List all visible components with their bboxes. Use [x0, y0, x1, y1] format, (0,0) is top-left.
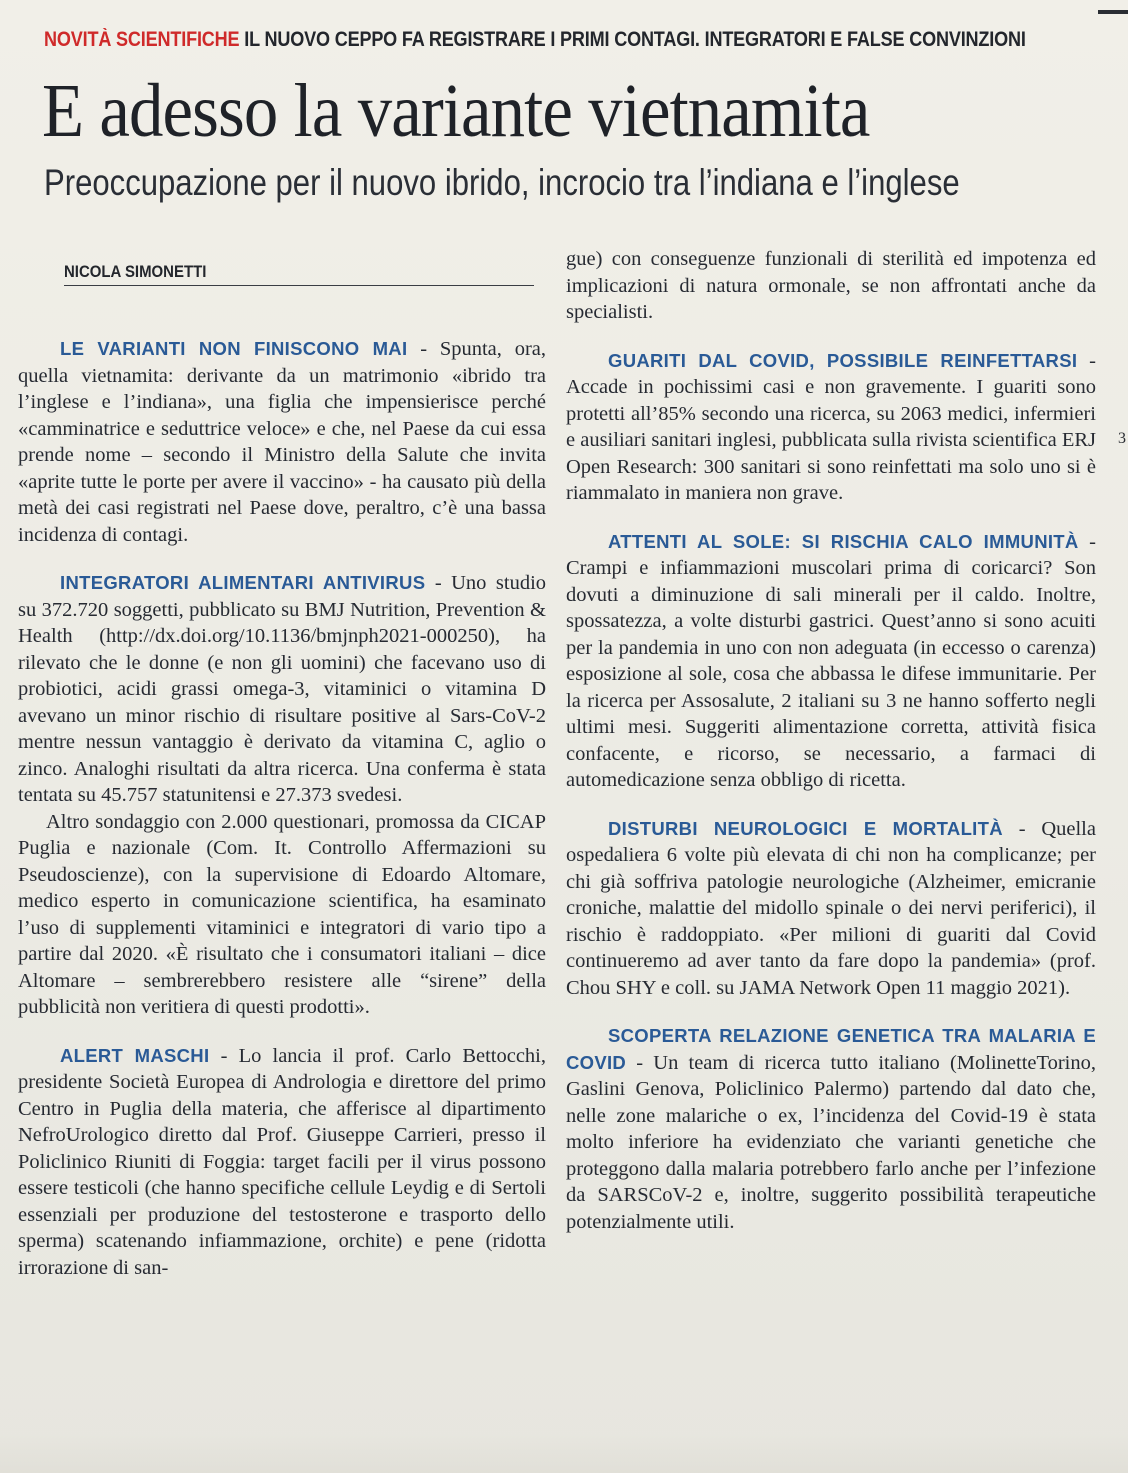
left-column [18, 336, 546, 1303]
section-title: LE VARIANTI NON FINISCONO MAI [60, 338, 408, 359]
kicker-line [44, 28, 1026, 52]
page-edge-mark [1098, 10, 1128, 14]
section-text: - Lo lancia il prof. Carlo Bettocchi, presidente Società Europea di Andrologia e direttore del primo Centro in Puglia della materia, che afferisce al dipartimento NefroUrologico diretto dal Prof. Giuseppe Carrieri, presso il Policlinico Riuniti di Foggia: target facili per il virus possono essere testicoli (che hanno specifiche cellule Leydig e di Sertoli essenziali per produzione del testosterone e trasporto dello sperma) scatenando infiammazione, orchite) e pene (ridotta irrorazione di san- [18, 1044, 547, 1279]
article-paragraph [18, 1043, 546, 1282]
section-text: - Spunta, ora, quella vietnamita: derivante da un matrimonio «ibrido tra l’inglese e l’indiana», una figlia che impensierisce perché «camminatrice e seduttrice veloce» e che, nel Paese da cui essa prende nome – secondo il Ministro della Salute che invita «aprite tutte le porte per avere il vaccino» - ha causato più della metà dei casi registrati nel Paese dove, peraltro, c’è una bassa incidenza di contagi. [18, 338, 547, 546]
kicker-section: NOVITÀ SCIENTIFICHE [44, 28, 240, 51]
article-paragraph [566, 246, 1096, 326]
article-paragraph [566, 1023, 1096, 1235]
section-title: DISTURBI NEUROLOGICI E MORTALITÀ [608, 817, 1003, 839]
section-text: Altro sondaggio con 2.000 questionari, promossa da CICAP Puglia e nazionale (Com. It. Controllo Affermazioni su Pseudoscienze), con la supervisione di Edoardo Altomare, medico esperto in comunicazione scientifica, ha esaminato l’uso di supplementi vitaminici e integratori di vario tipo a partire dal 2020. «È risultato che i consumatori italiani – dice Altomare – sembrerebbero resistere alle “sirene” della pubblicità non veritiera di questi prodotti». [18, 810, 546, 1018]
article-paragraph [18, 809, 546, 1021]
article-paragraph [566, 529, 1096, 794]
section-text: - Crampi e infiammazioni muscolari prima di coricarci? Son dovuti a diminuzione di sali minerali per il caldo. Inoltre, spossatezza, a volte disturbi gastrici. Quest’anno si sono acuiti per la pandemia in uno con non adeguata (in eccesso o carenza) esposizione al sole, cosa che abbassa le difese immunitarie. Per la ricerca per Assosalute, 2 italiani su 3 ne hanno sofferto negli ultimi mesi. Suggeriti alimentazione corretta, attività fisica confacente, e ricorso, se necessario, a farmaci di automedicazione senza obbligo di ricetta. [566, 530, 1096, 791]
kicker-topic: IL NUOVO CEPPO FA REGISTRARE I PRIMI CONTAGI. INTEGRATORI E FALSE CONVINZIONI [244, 28, 1026, 51]
section-title: ALERT MASCHI [60, 1044, 210, 1066]
section-text: - Uno studio su 372.720 soggetti, pubblicato su BMJ Nutrition, Prevention & Health (http://dx.doi.org/10.1136/bmjnph2021-000250), ha rilevato che le donne (e non gli uomini) che facevano uso di probiotici, acidi grassi omega-3, vitaminici o vitamina D avevano un minor rischio di risultare positive al Sars-CoV-2 mentre nessun vantaggio è derivato da vitamina C, aglio o zinco. Analoghi risultati da altra ricerca. Una conferma è stata tentata su 45.757 statunitensi e 27.373 svedesi. [18, 572, 547, 806]
section-title: SCOPERTA RELAZIONE GENETICA TRA MALARIA E COVID [566, 1025, 1096, 1073]
bottom-shadow [0, 1433, 1128, 1473]
article-paragraph [18, 570, 546, 809]
right-column [566, 246, 1096, 1257]
section-title: ATTENTI AL SOLE: SI RISCHIA CALO IMMUNITÀ [608, 530, 1079, 552]
section-title: INTEGRATORI ALIMENTARI ANTIVIRUS [60, 572, 426, 593]
author-name: NICOLA SIMONETTI [64, 262, 207, 281]
article-paragraph [18, 336, 546, 548]
section-title: GUARITI DAL COVID, POSSIBILE REINFETTARSI [608, 349, 1078, 371]
section-text: gue) con conseguenze funzionali di sterilità ed impotenza ed implicazioni di natura ormonale, se non affrontati anche da specialisti. [566, 248, 1096, 323]
section-text: - Un team di ricerca tutto italiano (MolinetteTorino, Gaslini Genova, Policlinico Palermo) partendo dal dato che, nelle zone malariche o ex, l’incidenza del Covid-19 è stata molto inferiore ha evidenziato che varianti genetiche che proteggono dalla malaria potrebbero farlo anche per l’infezione da SARSCoV-2 e, inoltre, suggerito possibilità terapeutiche potenzialmente utili. [566, 1051, 1096, 1233]
article-paragraph [566, 816, 1096, 1002]
section-text: - Accade in pochissimi casi e non gravemente. I guariti sono protetti all’85% secondo una ricerca, su 2063 medici, infermieri e ausiliari sanitari inglesi, pubblicata sulla rivista scientifica ERJ Open Research: 300 sanitari si sono reinfettati ma solo uno si è riammalato in maniera non grave. [566, 349, 1097, 504]
section-text: - Quella ospedaliera 6 volte più elevata di chi non ha complicanze; per chi già soffriva patologie neurologiche (Alzheimer, emicranie croniche, malattie del midollo spinale o dei nervi periferici), il rischio è raddoppiato. «Per milioni di guariti dal Covid continueremo ad aver tanto da fare dopo la pandemia» (prof. Chou SHY e coll. su JAMA Network Open 11 maggio 2021). [566, 817, 1096, 999]
headline: E adesso la variante vietnamita [42, 69, 870, 153]
page-number: 3 [1118, 430, 1126, 447]
subheadline: Preoccupazione per il nuovo ibrido, incrocio tra l’indiana e l’inglese [44, 162, 960, 203]
article-paragraph [566, 348, 1096, 507]
byline [64, 262, 534, 286]
